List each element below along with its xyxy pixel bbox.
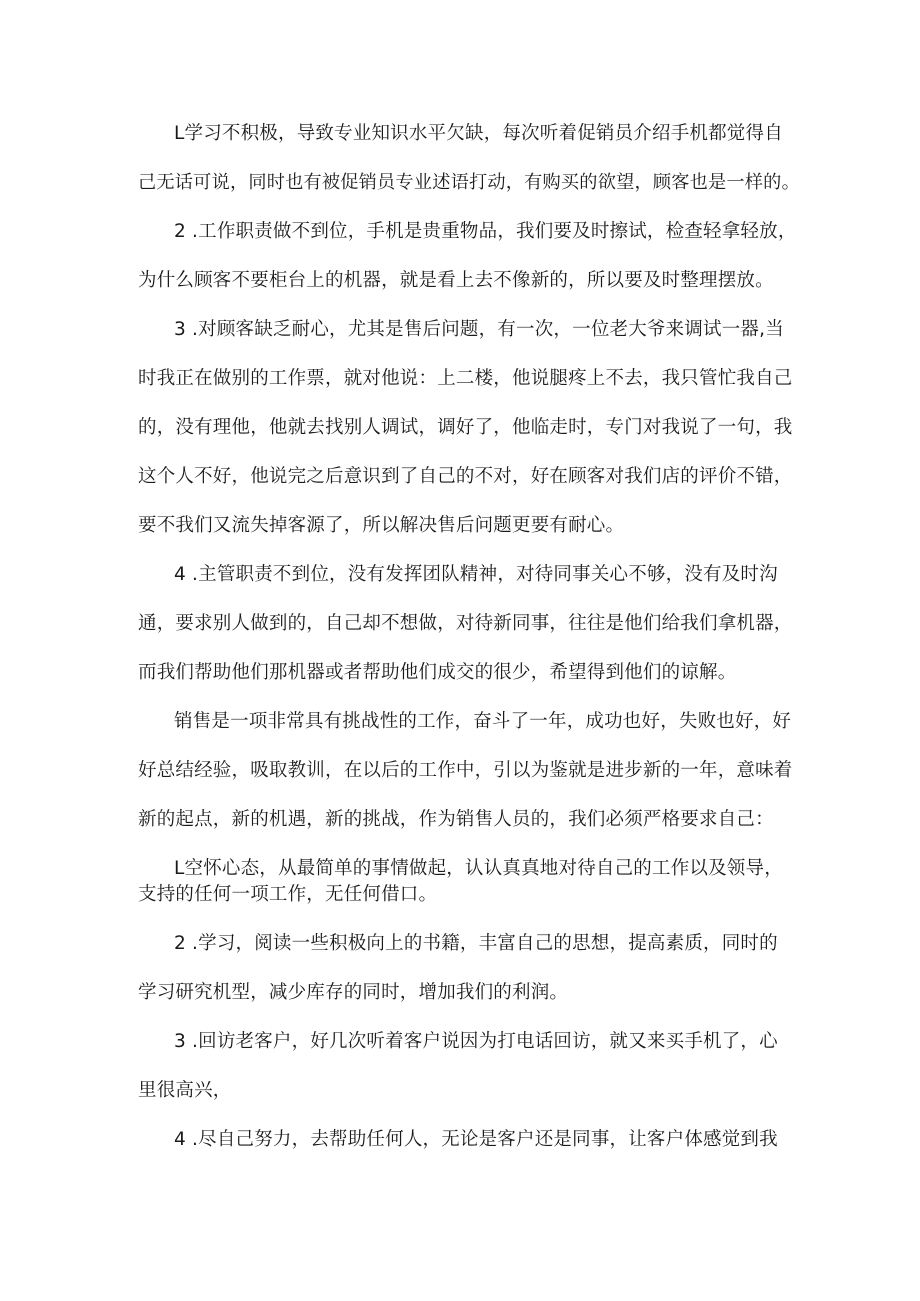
text-line: 己无话可说，同时也有被促销员专业述语打动，有购买的欲望，顾客也是一样的。 [138, 172, 800, 193]
text-line: 而我们帮助他们那机器或者帮助他们成交的很少，希望得到他们的谅解。 [138, 662, 737, 683]
text-line: 通，要求别人做到的，自己却不想做，对待新同事，往往是他们给我们拿机器， [138, 613, 793, 634]
text-line: 为什么顾客不要柜台上的机器，就是看上去不像新的，所以要及时整理摆放。 [138, 270, 774, 291]
text-line: 3 .对顾客缺乏耐心，尤其是售后问题，有一次，一位老大爷来调试一器,当 [174, 319, 784, 340]
text-line: 4 .尽自己努力，去帮助任何人，无论是客户还是同事，让客户体感觉到我 [174, 1129, 778, 1150]
text-line: 2 .学习，阅读一些积极向上的书籍，丰富自己的思想，提高素质，同时的 [174, 933, 778, 954]
text-line: 2 .工作职责做不到位，手机是贵重物品，我们要及时擦试，检查轻拿轻放， [174, 221, 797, 242]
text-line: 这个人不好，他说完之后意识到了自己的不对，好在顾客对我们店的评价不错， [138, 466, 793, 487]
text-line: 3 .回访老客户，好几次听着客户说因为打电话回访，就又来买手机了，心 [174, 1031, 778, 1052]
text-line: 销售是一项非常具有挑战性的工作，奋斗了一年，成功也好，失败也好，好 [174, 711, 792, 732]
text-line: L学习不积极，导致专业知识水平欠缺，每次听着促销员介绍手机都觉得自 [174, 123, 783, 144]
text-line: 好总结经验，吸取教训，在以后的工作中，引以为鉴就是进步新的一年，意味着 [138, 760, 793, 781]
text-line: 4 .主管职责不到位，没有发挥团队精神，对待同事关心不够，没有及时沟 [174, 564, 778, 585]
text-line: 的，没有理他，他就去找别人调试，调好了，他临走时，专门对我说了一句，我 [138, 417, 793, 438]
text-line: 支持的任何一项工作，无任何借口。 [138, 884, 438, 905]
text-line: L空怀心态，从最简单的事情做起，认认真真地对待自己的工作以及领导， [174, 858, 783, 879]
text-line: 要不我们又流失掉客源了，所以解决售后问题更要有耐心。 [138, 515, 625, 536]
text-line: 学习研究机型，减少库存的同时，增加我们的利润。 [138, 982, 569, 1003]
text-line: 时我正在做别的工作票，就对他说：上二楼，他说腿疼上不去，我只管忙我自己 [138, 368, 793, 389]
text-line: 新的起点，新的机遇，新的挑战，作为销售人员的，我们必须严格要求自己： [138, 809, 774, 830]
text-line: 里很高兴， [138, 1080, 232, 1101]
